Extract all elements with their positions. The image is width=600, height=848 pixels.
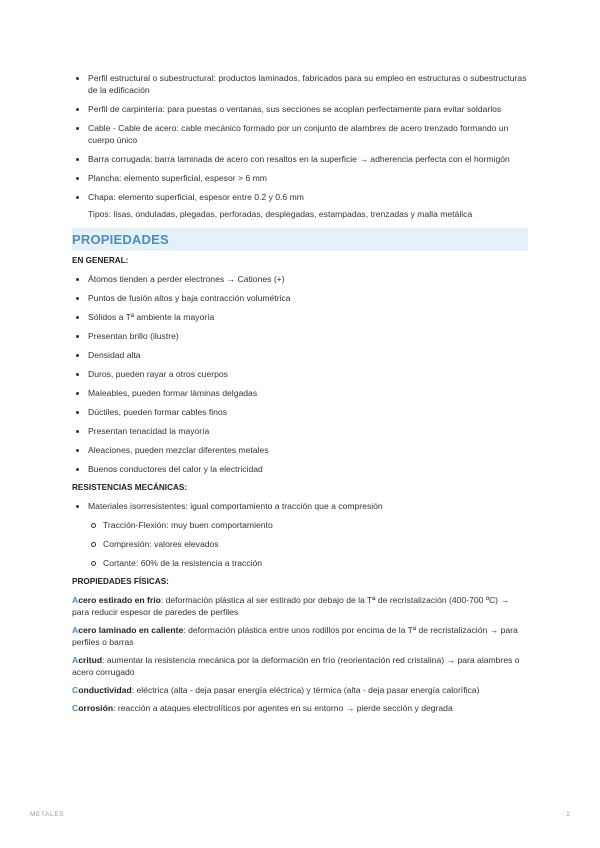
term-initial: A xyxy=(72,595,79,605)
term: orrosión xyxy=(78,703,114,713)
list-item: Presentan brillo (ilustre) xyxy=(72,330,528,342)
footer-title: METALES xyxy=(30,811,65,818)
definition: : deformación plástica al ser estirado por debajo de la Tª de recristalización (400-700 ºC) → para reducir espesor de paredes de perfiles xyxy=(72,595,510,617)
mecanicas-heading: RESISTENCIAS MECÁNICAS: xyxy=(72,483,188,492)
term-initial: C xyxy=(72,685,79,695)
term: cero estirado en frío xyxy=(78,595,161,605)
list-item xyxy=(72,191,528,220)
list-item: Aleaciones, pueden mezclar diferentes metales xyxy=(72,444,528,456)
list-item: Dúctiles, pueden formar cables finos xyxy=(72,406,528,418)
list-item: Cable - Cable de acero: cable mecánico formado por un conjunto de alambres de acero trenzado formando un cuerpo único xyxy=(72,122,528,146)
list-item: Átomos tienden a perder electrones → Cationes (+) xyxy=(72,273,528,285)
list-item: Plancha: elemento superficial, espesor > 6 mm xyxy=(72,172,528,184)
list-item xyxy=(72,500,528,569)
term: onductividad xyxy=(78,685,132,695)
page-content xyxy=(72,72,528,720)
definition: : eléctrica (alta - deja pasar energía eléctrica) y térmica (alta - deja pasar energía calorífica) xyxy=(131,685,480,695)
intro-list xyxy=(72,72,528,220)
paragraph-conductividad xyxy=(72,684,528,696)
list-item: Densidad alta xyxy=(72,349,528,361)
tipos-text: Tipos: lisas, onduladas, plegadas, perforadas, desplegadas, estampadas, trenzadas y malla metálica xyxy=(88,209,473,219)
list-item-text: Materiales isorresistentes: igual comportamiento a tracción que a compresión xyxy=(88,501,383,511)
paragraph-acero-laminado xyxy=(72,624,528,648)
fisicas-heading: PROPIEDADES FÍSICAS: xyxy=(72,577,169,586)
paragraph-corrosion xyxy=(72,702,528,714)
sub-list-item: Compresión: valores elevados xyxy=(88,538,528,550)
term: critud xyxy=(78,655,103,665)
list-item: Perfil estructural o subestructural: productos laminados, fabricados para su empleo en estructuras o subestructuras de la edificación xyxy=(72,72,528,96)
term-initial: C xyxy=(72,703,79,713)
definition: : reacción a ataques electrolíticos por agentes en su entorno → pierde sección y degrada xyxy=(113,703,453,713)
list-item: Maleables, pueden formar láminas delgadas xyxy=(72,387,528,399)
list-item: Duros, pueden rayar a otros cuerpos xyxy=(72,368,528,380)
definition: : aumentar la resistencia mecánica por la deformación en frío (reorientación red cristalina) → para alambres o acero corrugado xyxy=(72,655,520,677)
sub-list-item: Cortante: 60% de la resistencia a tracción xyxy=(88,557,528,569)
term-initial: A xyxy=(72,625,79,635)
list-item: Puntos de fusión altos y baja contracción volumétrica xyxy=(72,292,528,304)
list-item: Barra corrugada: barra laminada de acero con resaltos en la superficie → adherencia perfecta con el hormigón xyxy=(72,153,528,165)
list-item-text: Chapa: elemento superficial, espesor entre 0.2 y 0.6 mm xyxy=(88,192,304,202)
paragraph-acritud xyxy=(72,654,528,678)
term: cero laminado en caliente xyxy=(78,625,184,635)
list-item: Buenos conductores del calor y la electricidad xyxy=(72,463,528,475)
mecanicas-list xyxy=(72,500,528,569)
page-number: 2 xyxy=(566,811,570,818)
sub-list-item: Tracción-Flexión: muy buen comportamiento xyxy=(88,519,528,531)
list-item: Sólidos a Tª ambiente la mayoría xyxy=(72,311,528,323)
general-heading: EN GENERAL: xyxy=(72,256,129,265)
definition: : deformación plástica entre unos rodillos por encima de la Tª de recristalización → para perfiles o barras xyxy=(72,625,518,647)
list-item: Perfil de carpintería: para puestas o ventanas, sus secciones se acoplan perfectamente para evitar soldarlos xyxy=(72,103,528,115)
general-list xyxy=(72,273,528,475)
list-item: Presentan tenacidad la mayoría xyxy=(72,425,528,437)
paragraph-acero-estirado xyxy=(72,594,528,618)
term-initial: A xyxy=(72,655,79,665)
mecanicas-sublist xyxy=(88,519,528,569)
section-title: PROPIEDADES xyxy=(72,228,528,251)
